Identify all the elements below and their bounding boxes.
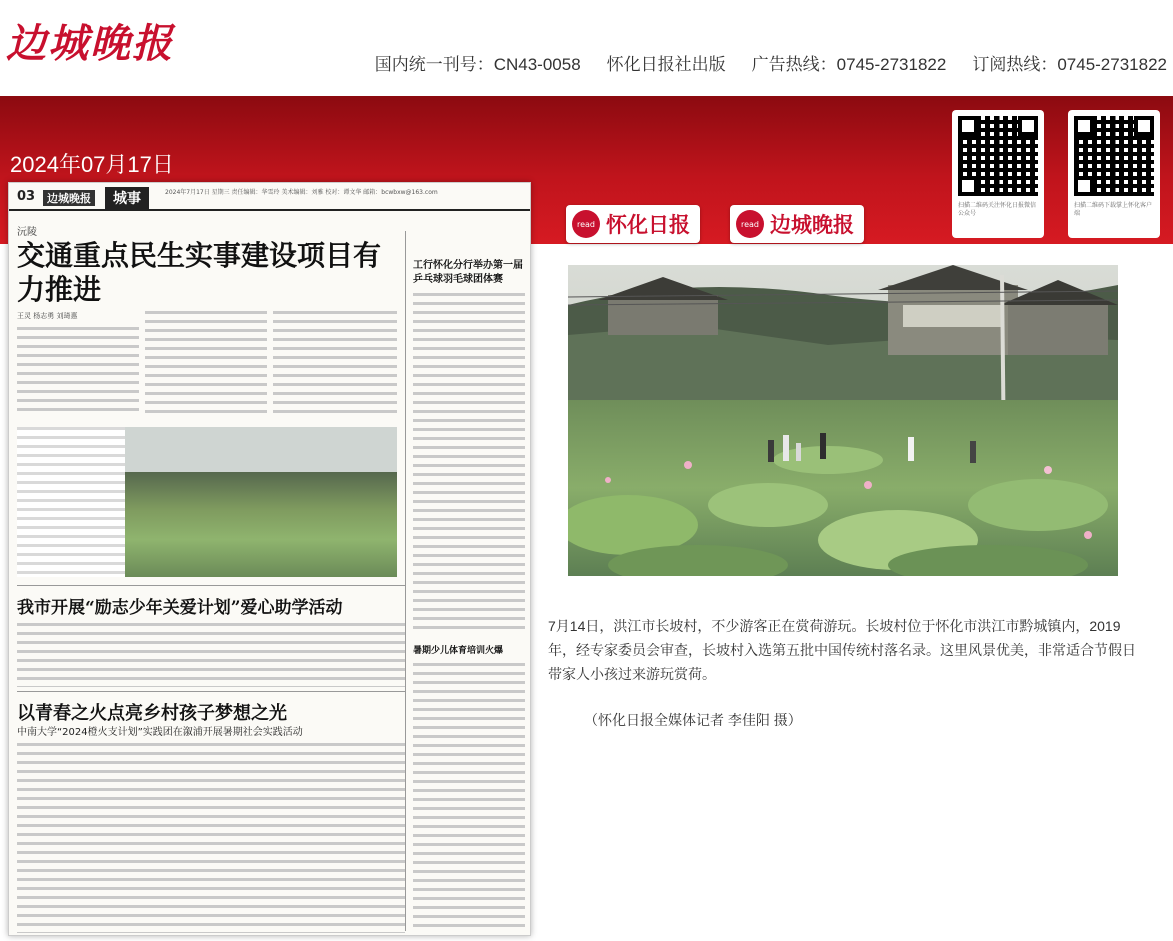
article-byline: 王灵 杨志勇 刘琦惠: [17, 312, 78, 320]
wechat-qr-code[interactable]: [952, 110, 1044, 238]
qr-caption: 扫描二维码下载掌上怀化客户端: [1074, 202, 1153, 217]
tab-biancheng-evening[interactable]: [730, 205, 864, 243]
info-item: 怀化日报社出版: [606, 55, 726, 74]
section-divider: [17, 585, 405, 586]
section-divider: [17, 691, 405, 692]
masthead-meta: 2024年7月17日 星期三 责任编辑：华雪玲 美术编辑：刘雅 校对：谭文华 邮箱：bcwbxw@163.com: [165, 189, 438, 196]
photo-caption-box: [17, 427, 125, 577]
photo-credit: （怀化日报全媒体记者 李佳阳 摄）: [584, 712, 802, 728]
side-article-headline[interactable]: 工行怀化分行举办第一届乒乓球羽毛球团体赛: [413, 260, 523, 285]
section-label: 城事: [105, 187, 149, 209]
side-article-headline-2[interactable]: 暑期少儿体育培训火爆: [413, 646, 504, 656]
article-body: [17, 623, 405, 687]
newspaper-page[interactable]: [8, 182, 531, 936]
article-kicker: 沅陵: [17, 227, 37, 238]
newspaper-tabs: [566, 205, 864, 243]
article-headline[interactable]: 交通重点民生实事建设项目有力推进: [17, 239, 382, 306]
qr-code-icon: [958, 116, 1038, 196]
read-icon: read: [736, 210, 764, 238]
info-item: 广告热线：0745-2731822: [751, 55, 947, 74]
masthead-logo: 边城晚报: [43, 190, 95, 206]
app-qr-code[interactable]: [1068, 110, 1160, 238]
site-header: [0, 0, 1173, 96]
info-item: 订阅热线：0745-2731822: [972, 55, 1167, 74]
lotus-field-scene: [568, 265, 1118, 576]
page-photo[interactable]: [125, 427, 397, 577]
tab-huaihua-daily[interactable]: [566, 205, 700, 243]
lotus-field-photo[interactable]: [568, 265, 1118, 576]
tab-label: 边城晚报: [770, 212, 854, 237]
article-headline-2[interactable]: 我市开展“励志少年关爱计划”爱心助学活动: [17, 598, 343, 618]
tab-label: 怀化日报: [606, 212, 690, 237]
article-body: [273, 311, 397, 417]
site-logo[interactable]: 边城晚报: [6, 20, 174, 67]
qr-code-icon: [1074, 116, 1154, 196]
edition-date[interactable]: 2024年07月17日: [10, 152, 174, 177]
photo-caption: 7月14日，洪江市长坡村，不少游客正在赏荷游玩。长坡村位于怀化市洪江市黔城镇内，2019年，经专家委员会审查，长坡村入选第五批中国传统村落名录。这里风景优美，非常适合节假日带家人小孩过来游玩赏荷。: [548, 618, 1136, 682]
article-body: [413, 293, 525, 633]
page-number: 03: [17, 189, 36, 204]
info-item: 国内统一刊号：CN43-0058: [374, 55, 581, 74]
header-info: [375, 50, 1167, 75]
page-masthead: [9, 183, 530, 211]
article-body: [145, 311, 267, 417]
read-icon: read: [572, 210, 600, 238]
qr-caption: 扫描二维码关注怀化日报微信公众号: [958, 202, 1037, 217]
article-body: [17, 743, 405, 933]
article-subhead-3: 中南大学“2024橙火支计划”实践团在溆浦开展暑期社会实践活动: [17, 727, 303, 738]
article-body: [413, 663, 525, 933]
column-divider: [405, 231, 406, 931]
article-headline-3[interactable]: 以青春之火点亮乡村孩子梦想之光: [17, 703, 287, 724]
article-body: [17, 327, 139, 417]
